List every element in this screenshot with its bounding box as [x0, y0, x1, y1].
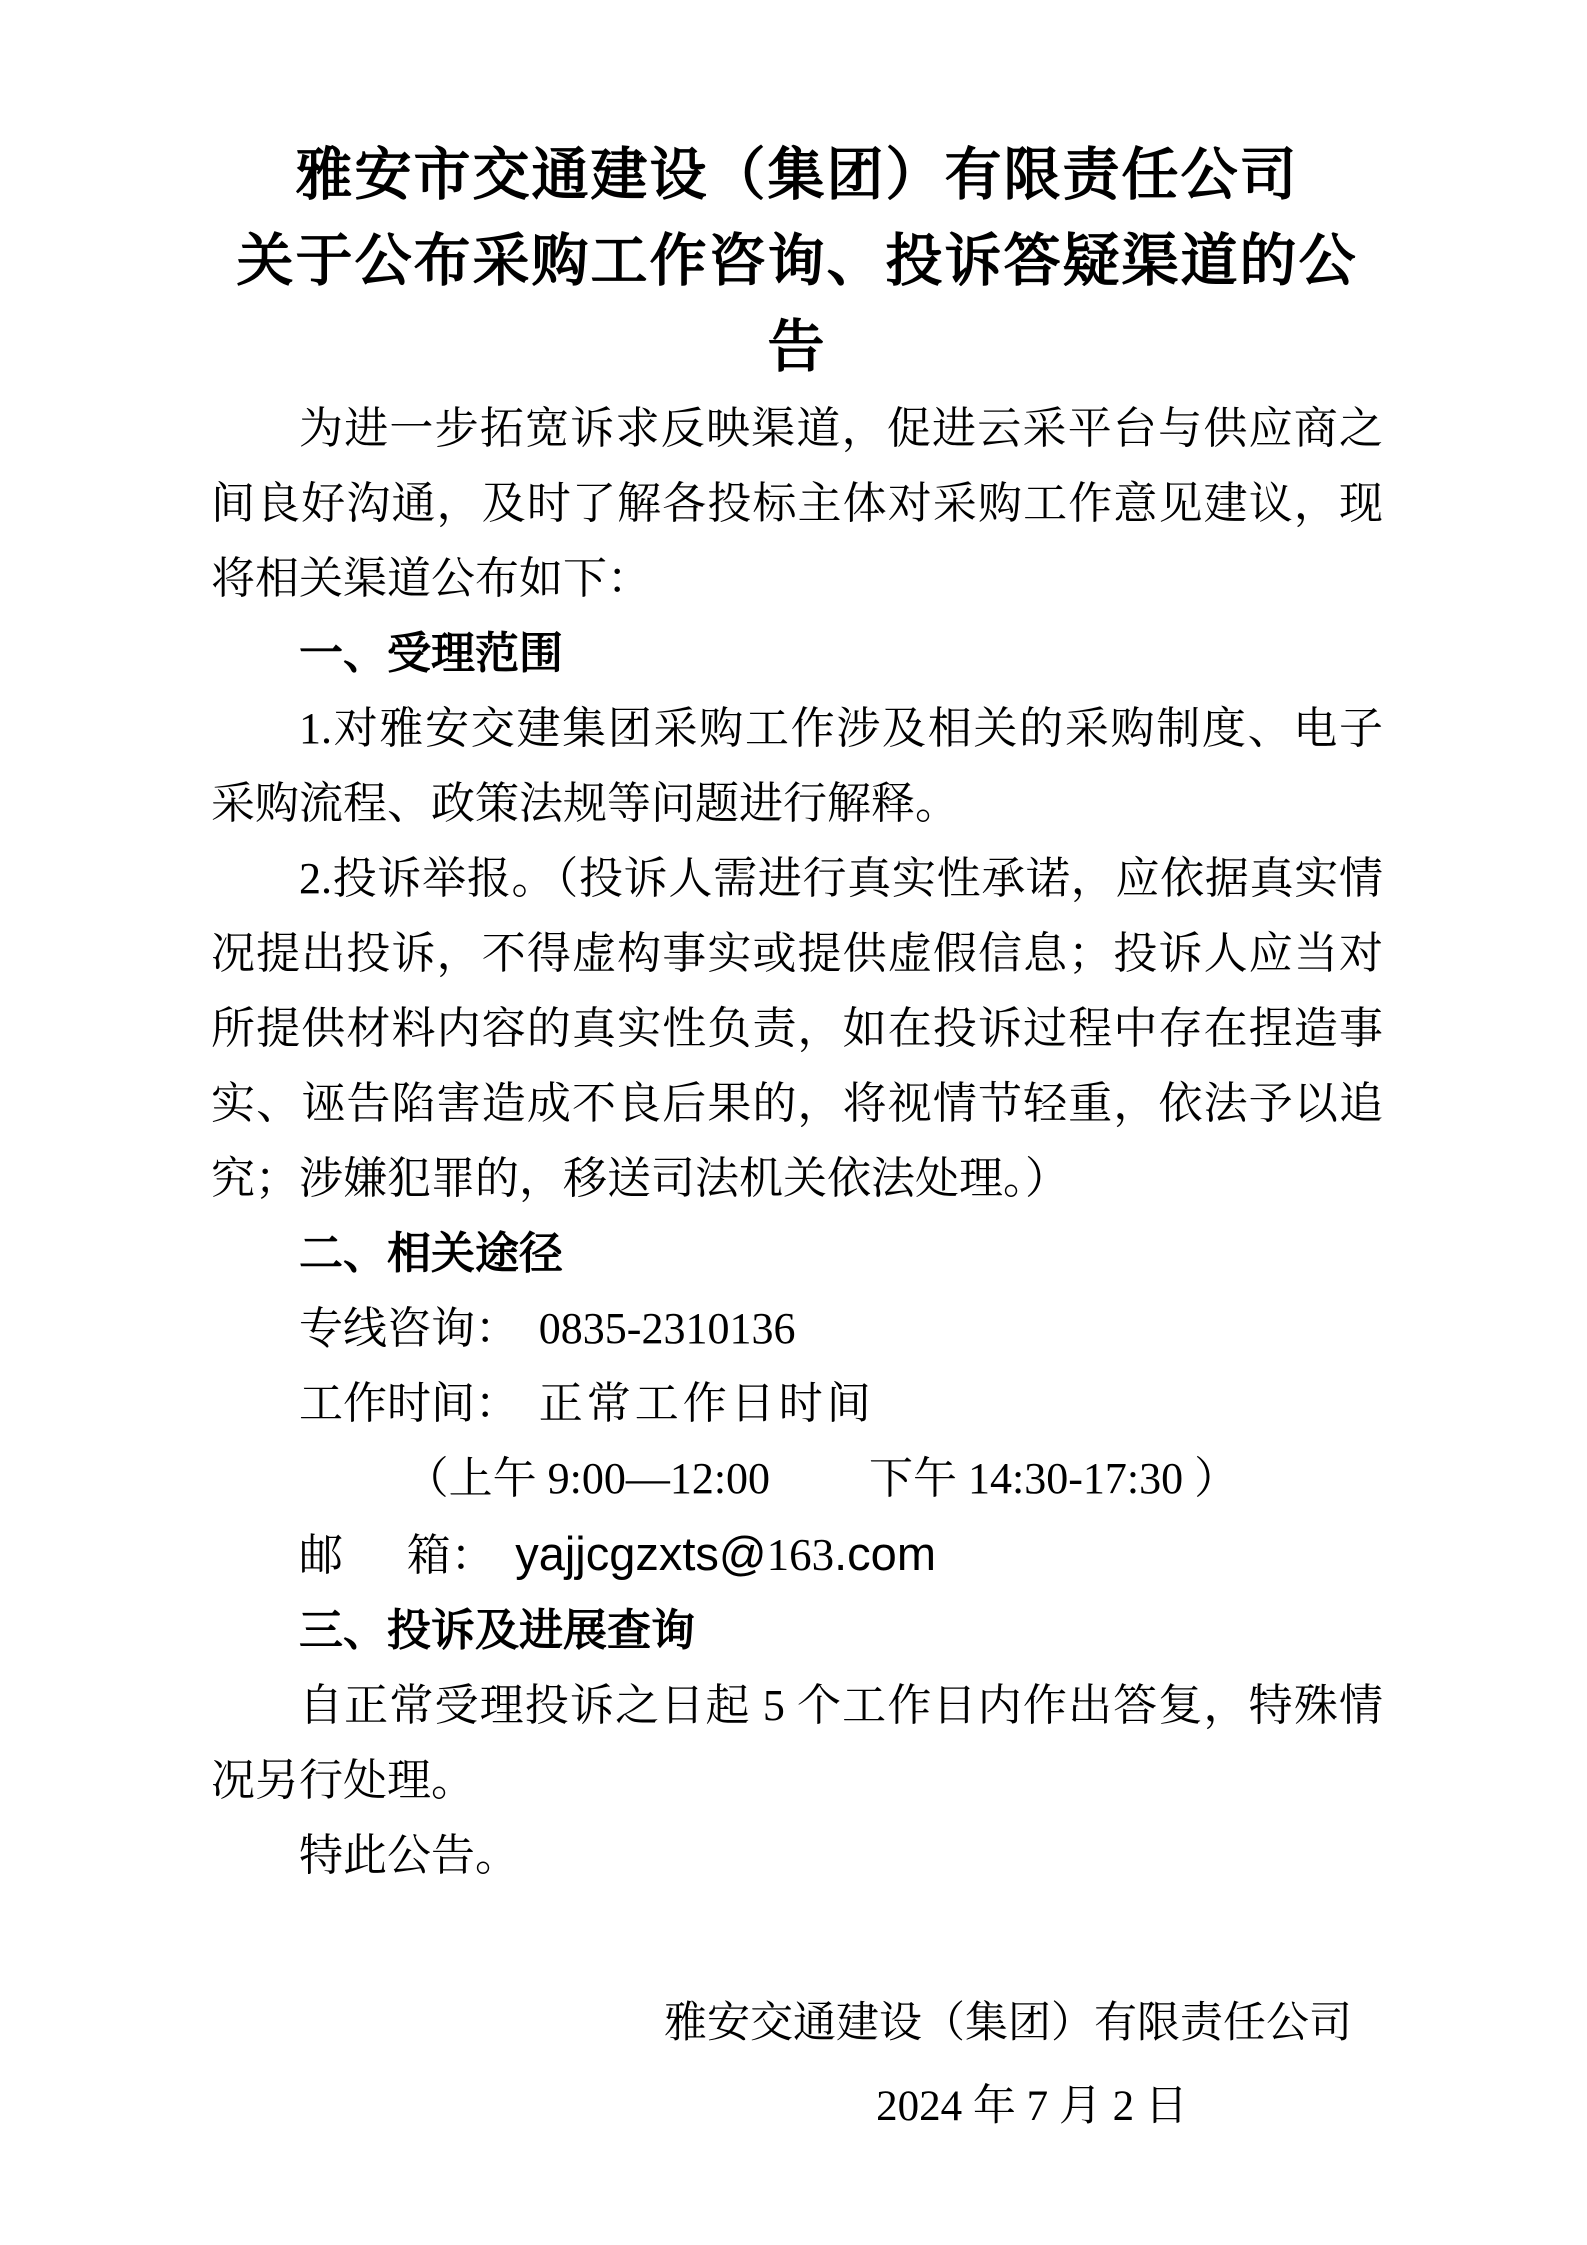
document-title-line1: 雅安市交通建设（集团）有限责任公司 — [295, 144, 1299, 207]
hotline-label: 专线咨询： — [299, 1304, 519, 1353]
email-address-domain-number: 163 — [766, 1530, 835, 1580]
section3-paragraph-1: 自正常受理投诉之日起 5 个工作日内作出答复，特殊情况另行处理。 — [211, 1681, 1383, 1805]
signature-company: 雅安交通建设（集团）有限责任公司 — [664, 2000, 1352, 2047]
worktime-afternoon: 下午 14:30-17:30 — [869, 1454, 1184, 1503]
section3-paragraph-2: 特此公告。 — [299, 1831, 519, 1880]
hotline-line — [211, 1291, 1383, 1366]
section1-heading: 一、受理范围 — [299, 629, 563, 678]
section1-paragraph-1: 1.对雅安交建集团采购工作涉及相关的采购制度、电子采购流程、政策法规等问题进行解释。 — [211, 704, 1383, 828]
worktime-value: 正常工作日时间 — [538, 1379, 875, 1428]
hotline-number: 0835-2310136 — [538, 1304, 796, 1353]
document-title-line2: 关于公布采购工作咨询、投诉答疑渠道的公告 — [236, 230, 1358, 379]
worktime-close-paren: ） — [1194, 1454, 1239, 1503]
email-label-part1: 邮 — [299, 1531, 343, 1580]
worktime-open-paren: （上午 — [404, 1454, 548, 1503]
document-title — [211, 0, 1383, 391]
signature-block — [633, 1986, 1383, 2144]
worktime-line — [211, 1366, 1383, 1441]
worktime-label: 工作时间： — [299, 1379, 519, 1428]
email-address-tld: .com — [834, 1527, 936, 1580]
intro-paragraph: 为进一步拓宽诉求反映渠道，促进云采平台与供应商之间良好沟通，及时了解各投标主体对采购工作意见建议，现将相关渠道公布如下： — [211, 404, 1383, 603]
section2-heading: 二、相关途径 — [299, 1229, 563, 1278]
worktime-detail-line — [211, 1441, 1383, 1516]
worktime-morning: 9:00—12:00 — [547, 1454, 771, 1503]
section1-paragraph-2: 2.投诉举报。（投诉人需进行真实性承诺，应依据真实情况提出投诉，不得虚构事实或提供虚假信息；投诉人应当对所提供材料内容的真实性负责，如在投诉过程中存在捏造事实、诬告陷害造成不良后果的，将视情节轻重，依法予以追究；涉嫌犯罪的，移送司法机关依法处理。） — [211, 854, 1383, 1203]
signature-date: 2024 年 7 月 2 日 — [876, 2083, 1188, 2130]
email-address-user: yajjcgzxts@ — [515, 1527, 767, 1580]
section3-heading: 三、投诉及进展查询 — [299, 1606, 695, 1655]
email-label-part2: 箱： — [406, 1531, 495, 1580]
email-line — [211, 1516, 1383, 1593]
